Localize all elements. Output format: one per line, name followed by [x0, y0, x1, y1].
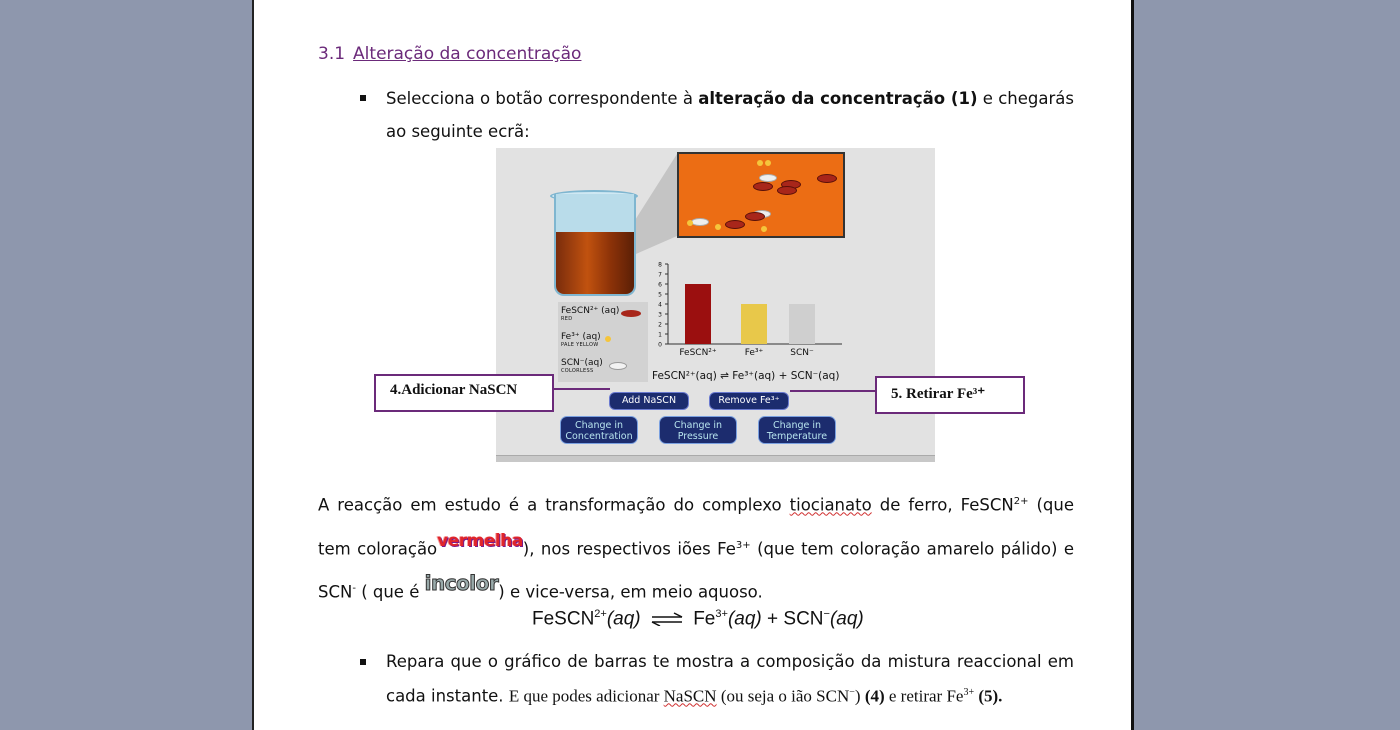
change-temperature-button[interactable]: Change in Temperature	[758, 416, 836, 444]
fe-particle	[715, 224, 721, 230]
equilibrium-arrow-icon	[650, 612, 684, 626]
callout-add-nascn: 4.Adicionar NaSCN	[374, 374, 554, 412]
bar-2	[789, 304, 815, 344]
spelling-marked-word: NaSCN	[663, 686, 717, 706]
y-tick-label: 0	[658, 341, 662, 349]
x-category-label: SCN⁻	[790, 348, 814, 358]
main-equation: FeSCN$^{2+}$(aq) $Fe^{3+}(aq) + SCN^-(aq)$	[532, 608, 864, 630]
bullet-item-1: Selecciona o botão correspondente à alteração da concentração (1) e chegarás ao seguinte ecrã:	[362, 82, 1074, 148]
bar-0	[685, 284, 711, 344]
sim-equation: FeSCN²⁺(aq) ⇌ Fe³⁺(aq) + SCN⁻(aq)	[652, 370, 840, 382]
remove-fe-button[interactable]: Remove Fe³⁺	[709, 392, 789, 410]
fe-particle	[761, 226, 767, 232]
x-category-label: FeSCN²⁺	[679, 348, 717, 358]
change-concentration-button[interactable]: Change in Concentration	[560, 416, 638, 444]
beaker-liquid	[556, 232, 634, 294]
fescn-particle	[817, 174, 837, 183]
legend-item-fe: Fe³⁺ (aq) PALE YELLOW	[561, 332, 601, 348]
molecular-zoom-view	[677, 152, 845, 238]
bullet-item-2: Repara que o gráfico de barras te mostra a composição da mistura reaccional em cada instante. E que podes adicionar NaSCN (ou seja o ião SCN−) (4) e retirar $Fe^{3+}$ (5).	[362, 646, 1074, 712]
document-page	[252, 0, 1134, 730]
fescn-particle	[777, 186, 797, 195]
fescn-particle	[745, 212, 765, 221]
fescn-particle	[725, 220, 745, 229]
x-category-label: Fe³⁺	[744, 348, 764, 358]
y-tick-label: 8	[658, 261, 662, 269]
legend-item-scn: SCN⁻(aq) COLORLESS	[561, 358, 603, 374]
white-particle-swatch	[609, 362, 627, 370]
bold-phrase: alteração da concentração (1)	[698, 89, 978, 108]
y-tick-label: 1	[658, 331, 662, 339]
change-pressure-button[interactable]: Change in Pressure	[659, 416, 737, 444]
fe-particle	[765, 160, 771, 166]
fescn-particle	[753, 182, 773, 191]
y-tick-label: 4	[658, 301, 662, 309]
y-tick-label: 6	[658, 281, 662, 289]
callout-connector-left	[552, 388, 610, 390]
callout-remove-fe: 5. Retirar Fe³⁺	[875, 376, 1025, 414]
species-legend	[558, 302, 648, 382]
simulation-figure	[496, 148, 935, 462]
callout-connector-right	[790, 390, 876, 392]
section-title: Alteração da concentração	[353, 44, 582, 64]
fe-particle	[757, 160, 763, 166]
body-paragraph: A reacção em estudo é a transformação do complexo tiocianato de ferro, FeSCN$^{2+}$ (que tem coloraçãovermelha), nos respectivos iões $Fe^{3+}$ (que tem coloração amarelo pálido) e SCN- ( que é incolor) e vice-versa, em meio aquoso.	[318, 495, 1074, 602]
bullet-marker	[360, 95, 366, 101]
beaker	[554, 194, 636, 296]
section-number: 3.1	[318, 44, 346, 64]
wordart-vermelha: vermelha	[437, 531, 523, 551]
y-tick-label: 7	[658, 271, 662, 279]
y-tick-label: 2	[658, 321, 662, 329]
y-tick-label: 3	[658, 311, 662, 319]
scn-particle	[691, 218, 709, 226]
wordart-incolor: incolor	[424, 570, 499, 595]
fe-particle	[687, 220, 693, 226]
red-particle-swatch	[621, 310, 641, 317]
legend-item-fescn: FeSCN²⁺ (aq) RED	[561, 306, 619, 322]
bar-chart	[652, 258, 852, 368]
y-tick-label: 5	[658, 291, 662, 299]
sim-bottom-bar	[496, 455, 935, 462]
scn-particle	[759, 174, 777, 182]
add-nascn-button[interactable]: Add NaSCN	[609, 392, 689, 410]
bullet-marker	[360, 659, 366, 665]
yellow-particle-swatch	[605, 336, 611, 342]
section-heading	[318, 44, 581, 64]
bar-1	[741, 304, 767, 344]
spelling-marked-word: tiocianato	[789, 495, 872, 515]
bar-chart-svg	[652, 258, 852, 368]
